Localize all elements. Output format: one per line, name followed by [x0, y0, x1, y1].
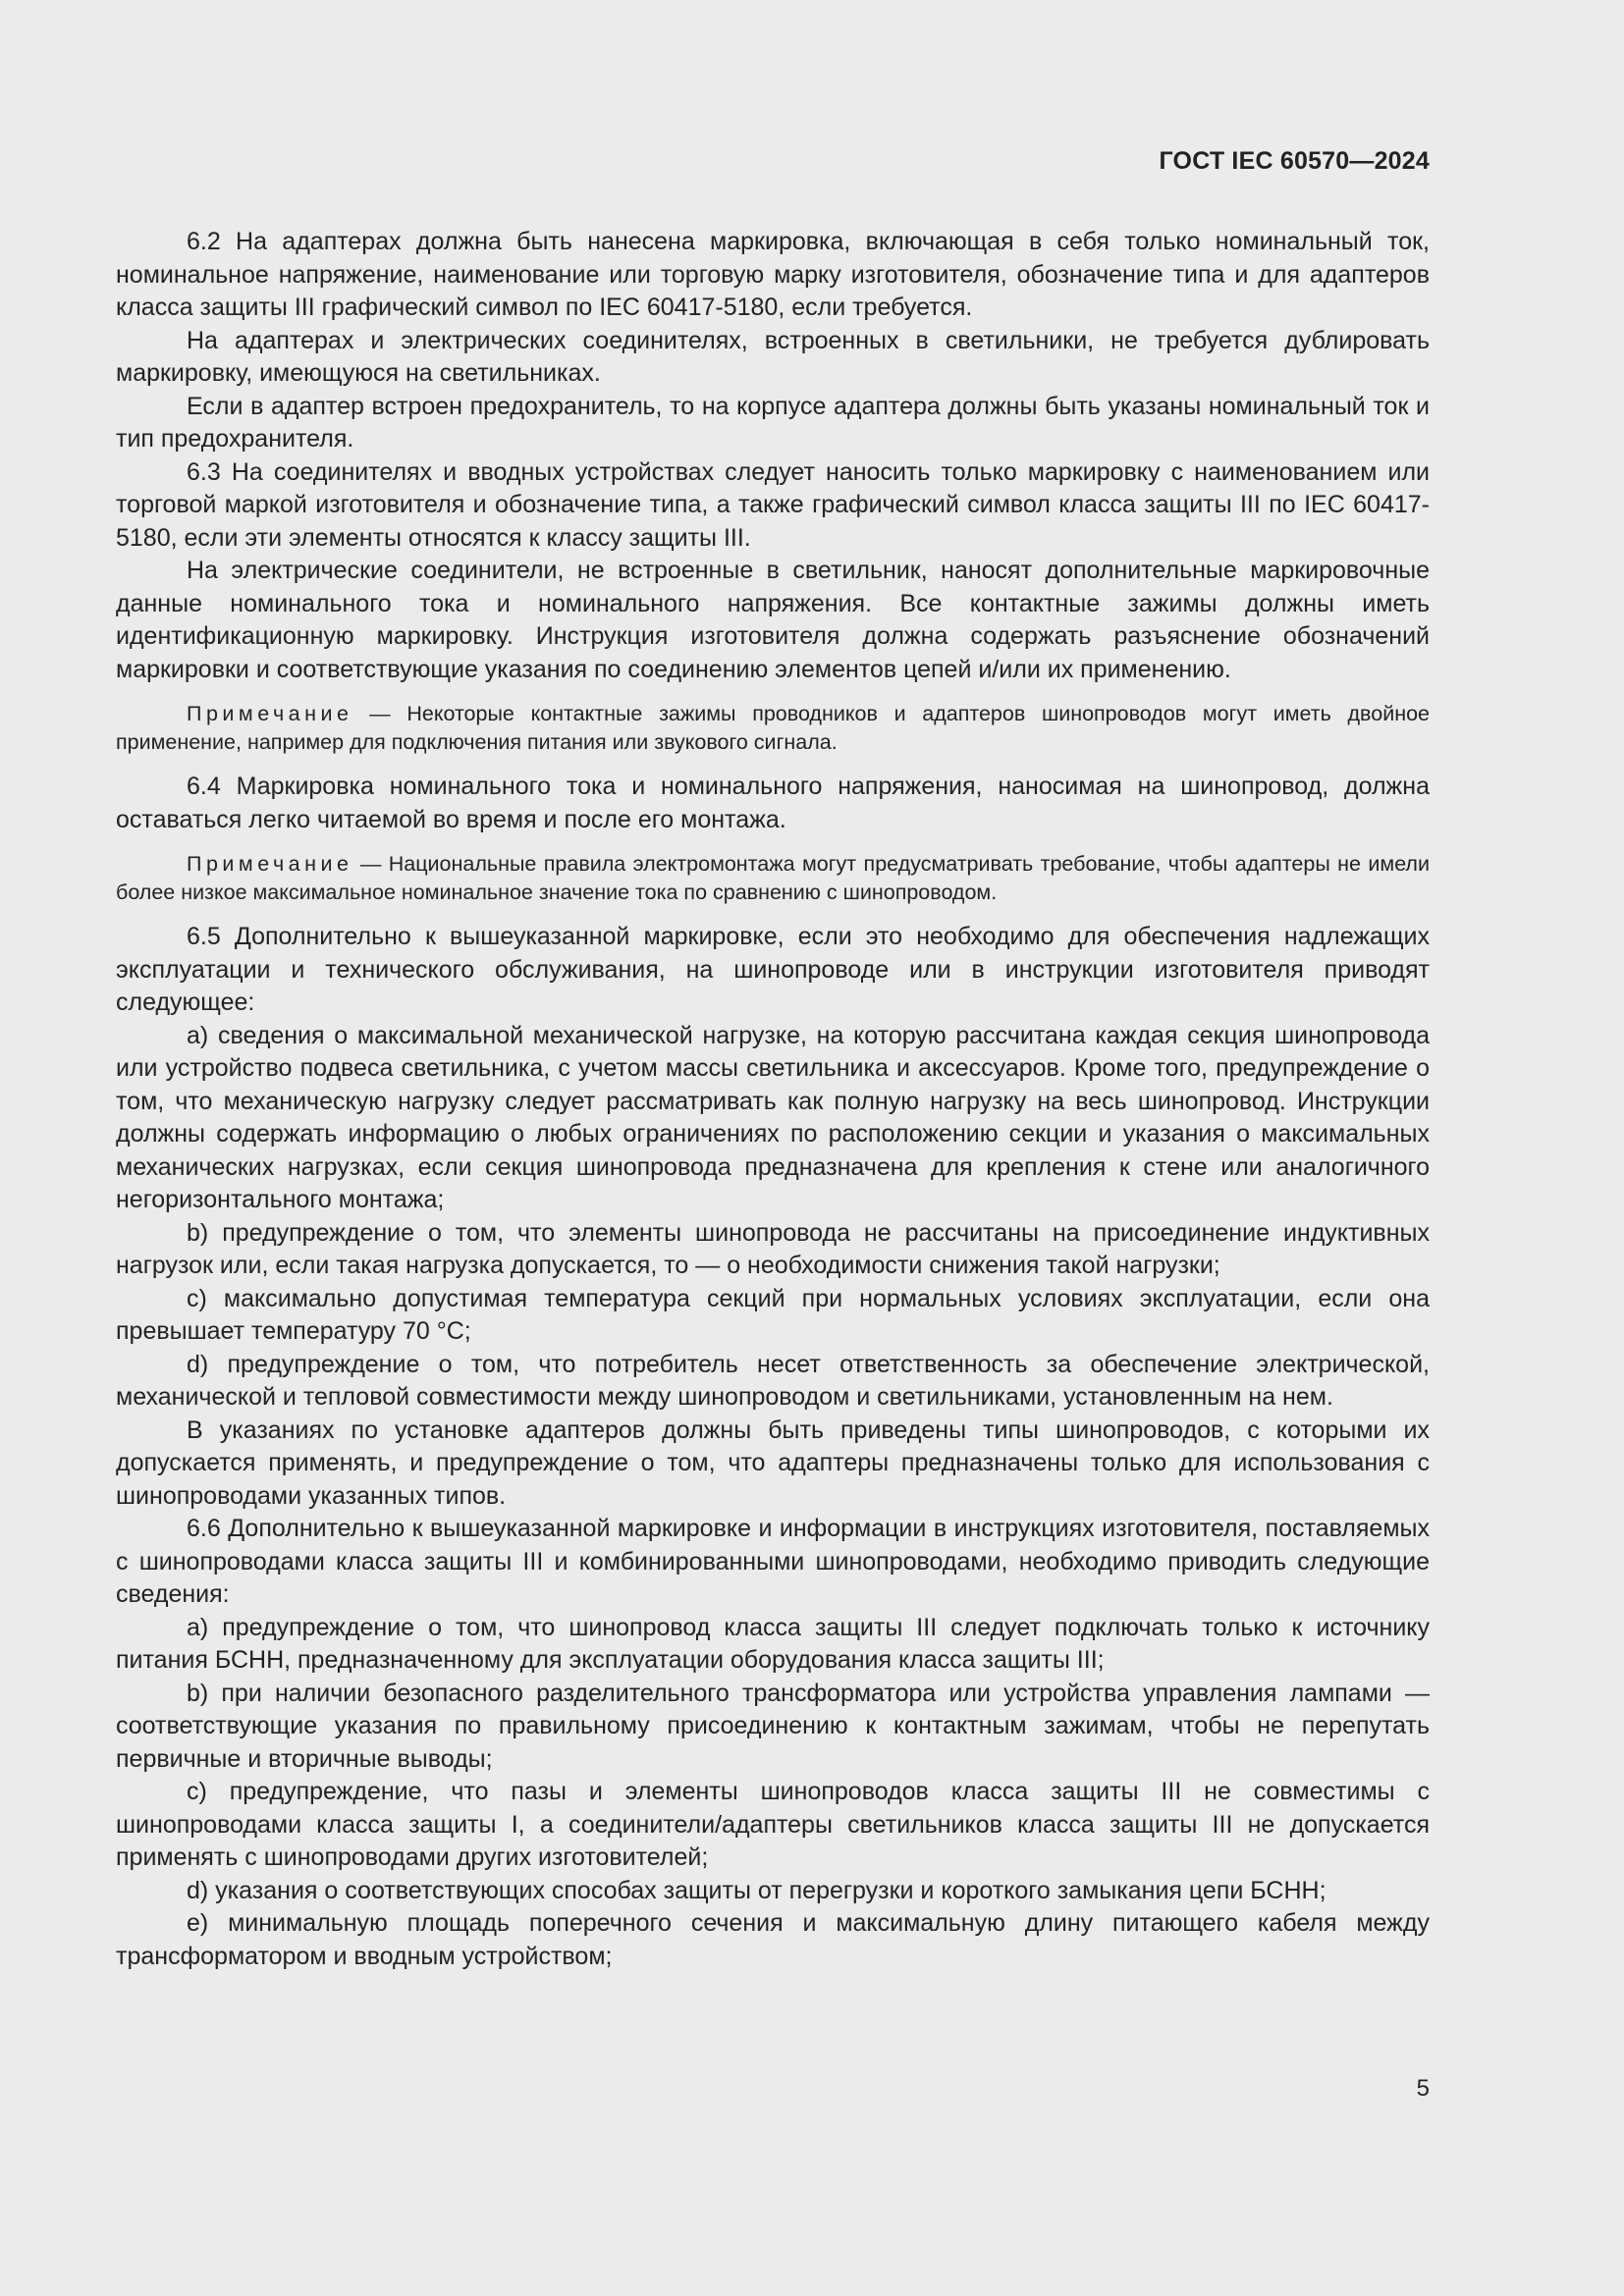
- paragraph: В указаниях по установке адаптеров должны быть приведены типы шинопроводов, с которыми их допускается применять, и предупреждение о том, что адаптеры предназначены только для использования с шинопроводами указанных типов.: [116, 1415, 1430, 1510]
- note-text: — Некоторые контактные зажимы проводников и адаптеров шинопроводов могут иметь двойное применение, например для подключения питания или звукового сигнала.: [116, 702, 1430, 754]
- paragraph-6-3: 6.3 На соединителях и вводных устройствах следует наносить только маркировку с наименованием или торговой маркой изготовителя и обозначение типа, а также графический символ класса защиты III по IEC 60417-5180, если эти элементы относятся к классу защиты III.: [116, 457, 1430, 552]
- note-label: Примечание: [187, 852, 353, 876]
- list-item-a: а) предупреждение о том, что шинопровод класса защиты III следует подключать только к источнику питания БСНН, предназначенному для эксплуатации оборудования класса защиты III;: [116, 1613, 1430, 1674]
- note-1: [116, 700, 1430, 757]
- paragraph-6-2: 6.2 На адаптерах должна быть нанесена маркировка, включающая в себя только номинальный ток, номинальное напряжение, наименование или торговую марку изготовителя, обозначение типа и для адаптеров класса защиты III графический символ по IEC 60417-5180, если требуется.: [116, 228, 1430, 321]
- list-item-b: b) при наличии безопасного разделительного трансформатора или устройства управления лампами — соответствующие указания по правильному присоединению к контактным зажимам, чтобы не перепутать первичные и вторичные выводы;: [116, 1679, 1430, 1773]
- list-item-a: а) сведения о максимальной механической нагрузке, на которую рассчитана каждая секция шинопровода или устройство подвеса светильника, с учетом массы светильника и аксессуаров. Кроме того, предупреждение о том, что механическую нагрузку следует рассматривать как полную нагрузку на весь шинопровод. Инструкции должны содержать информацию о любых ограничениях по расположению секции и указания о максимальных механических нагрузках, если секция шинопровода предназначена для крепления к стене или аналогичного негоризонтального монтажа;: [116, 1021, 1430, 1213]
- list-item-d: d) указания о соответствующих способах защиты от перегрузки и короткого замыкания цепи БСНН;: [187, 1876, 1326, 1904]
- paragraph-6-4: 6.4 Маркировка номинального тока и номинального напряжения, наносимая на шинопровод, должна оставаться легко читаемой во время и после его монтажа.: [116, 773, 1430, 833]
- paragraph: На адаптерах и электрических соединителях, встроенных в светильники, не требуется дублировать маркировку, имеющуюся на светильниках.: [116, 326, 1430, 387]
- paragraph: На электрические соединители, не встроенные в светильник, наносят дополнительные маркировочные данные номинального тока и номинального напряжения. Все контактные зажимы должны иметь идентификационную маркировку. Инструкция изготовителя должна содержать разъяснение обозначений маркировки и соответствующие указания по соединению элементов цепей и/или их применению.: [116, 557, 1430, 683]
- note-text: — Национальные правила электромонтажа могут предусматривать требование, чтобы адаптеры не имели более низкое максимальное номинальное значение тока по сравнению с шинопроводом.: [116, 852, 1430, 904]
- list-item-c: c) максимально допустимая температура секций при нормальных условиях эксплуатации, если она превышает температуру 70 °C;: [116, 1284, 1430, 1345]
- paragraph-6-5: 6.5 Дополнительно к вышеуказанной маркировке, если это необходимо для обеспечения надлежащих эксплуатации и технического обслуживания, на шинопроводе или в инструкции изготовителя приводят следующее:: [116, 923, 1430, 1016]
- document-body: [116, 226, 1430, 1973]
- note-2: [116, 850, 1430, 907]
- list-item-c: c) предупреждение, что пазы и элементы шинопроводов класса защиты III не совместимы с шинопроводами класса защиты I, а соединители/адаптеры светильников класса защиты III не допускается применять с шинопроводами других изготовителей;: [116, 1778, 1430, 1871]
- page-number: 5: [1416, 2075, 1430, 2102]
- note-label: Примечание: [187, 702, 353, 725]
- list-item-b: b) предупреждение о том, что элементы шинопровода не рассчитаны на присоединение индуктивных нагрузок или, если такая нагрузка допускается, то — о необходимости снижения такой нагрузки;: [116, 1218, 1430, 1279]
- list-item-e: e) минимальную площадь поперечного сечения и максимальную длину питающего кабеля между трансформатором и вводным устройством;: [116, 1909, 1430, 1970]
- paragraph-6-6: 6.6 Дополнительно к вышеуказанной маркировке и информации в инструкциях изготовителя, поставляемых с шинопроводами класса защиты III и комбинированными шинопроводами, необходимо приводить следующие сведения:: [116, 1515, 1430, 1608]
- list-item-d: d) предупреждение о том, что потребитель несет ответственность за обеспечение электрической, механической и тепловой совместимости между шинопроводом и светильниками, установленным на нем.: [116, 1350, 1430, 1411]
- paragraph: Если в адаптер встроен предохранитель, то на корпусе адаптера должны быть указаны номинальный ток и тип предохранителя.: [116, 392, 1430, 453]
- document-header: ГОСТ IEC 60570—2024: [1159, 147, 1430, 175]
